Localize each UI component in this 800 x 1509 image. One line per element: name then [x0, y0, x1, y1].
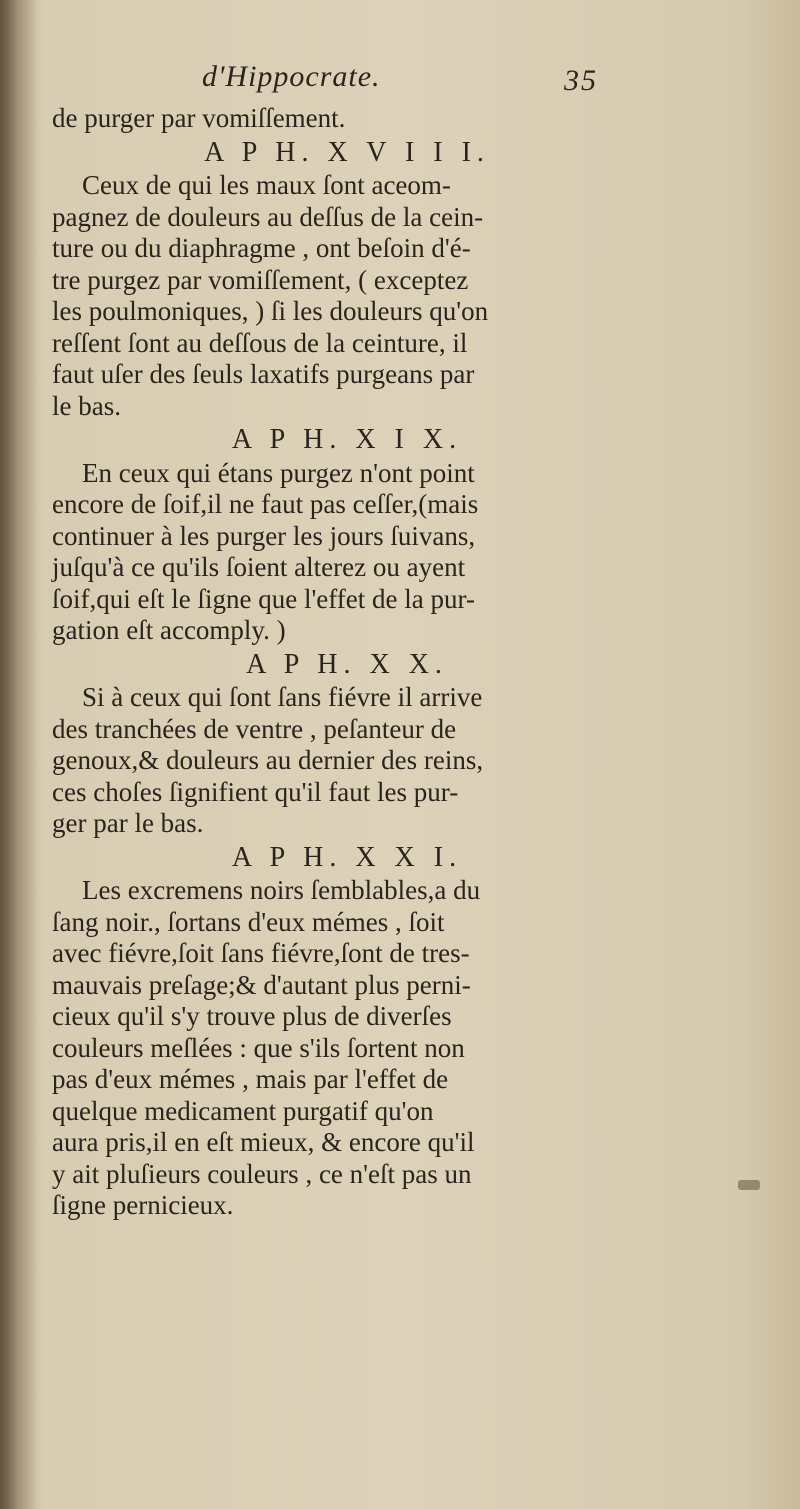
- text-line: En ceux qui étans purgez n'ont point: [82, 457, 475, 488]
- text-line: ſoif,qui eſt le ſigne que l'effet de la pur-: [52, 583, 475, 614]
- text-line: ture ou du diaphragme , ont beſoin d'é-: [52, 233, 471, 263]
- binding-shadow: [0, 0, 38, 1509]
- text-line: Si à ceux qui ſont ſans fiévre il arrive: [82, 682, 483, 712]
- text-line: mauvais preſage;& d'autant plus perni-: [52, 969, 471, 1000]
- text-line: faut uſer des ſeuls laxatifs purgeans par: [52, 359, 475, 389]
- text-line: cieux qu'il s'y trouve plus de diverſes: [52, 1001, 452, 1031]
- page-header: [52, 55, 642, 103]
- text-line: pagnez de douleurs au deſſus de la cein-: [52, 201, 484, 232]
- text-line: des tranchées de ventre , peſanteur de: [52, 713, 457, 744]
- text-line: Les excremens noirs ſemblables,a du: [82, 875, 481, 905]
- text-line: tre purgez par vomiſſement, ( exceptez: [52, 264, 469, 295]
- text-line: genoux,& douleurs au dernier des reins,: [52, 745, 484, 775]
- text-line: couleurs meſlées : que s'ils ſortent non: [52, 1032, 465, 1063]
- text-line: de purger par vomiſſement.: [52, 103, 346, 133]
- text-line: le bas.: [52, 390, 121, 421]
- aphorism-heading: A P H. X I X.: [231, 424, 463, 455]
- text-line: Ceux de qui les maux ſont aceom-: [82, 170, 451, 200]
- aphorism-heading: A P H. X X.: [246, 648, 448, 680]
- text-line: ces choſes ſignifient qu'il faut les pur-: [52, 776, 459, 807]
- text-line: ſang noir., ſortans d'eux mémes , ſoit: [52, 906, 445, 937]
- text-line: ſigne pernicieux.: [52, 1190, 234, 1220]
- text-line: continuer à les purger les jours ſuivans,: [52, 520, 476, 551]
- text-line: reſſent ſont au deſſous de la ceinture, il: [52, 327, 468, 358]
- aphorism-heading: A P H. X X I.: [231, 841, 463, 873]
- text-line: aura pris,il en eſt mieux, & encore qu'il: [52, 1127, 475, 1157]
- text-line: gation eſt accomply. ): [52, 615, 286, 645]
- text-line: pas d'eux mémes , mais par l'effet de: [52, 1064, 449, 1094]
- running-head: d'Hippocrate.: [202, 60, 381, 93]
- text-line: juſqu'à ce qu'ils ſoient alterez ou ayent: [52, 552, 466, 582]
- ink-blot: [738, 1180, 760, 1190]
- text-line: quelque medicament purgatif qu'on: [52, 1095, 434, 1126]
- page-number: 35: [564, 64, 598, 97]
- text-line: y ait pluſieurs couleurs , ce n'eſt pas un: [52, 1158, 472, 1189]
- text-line: encore de ſoif,il ne faut pas ceſſer,(mais: [52, 489, 479, 519]
- aphorism-heading: A P H. X V I I I.: [204, 136, 490, 168]
- text-line: avec fiévre,ſoit ſans fiévre,ſont de tres-: [52, 938, 470, 968]
- text-line: les poulmoniques, ) ſi les douleurs qu'on: [52, 296, 489, 326]
- text-line: ger par le bas.: [52, 808, 204, 838]
- text-block: [52, 55, 642, 1222]
